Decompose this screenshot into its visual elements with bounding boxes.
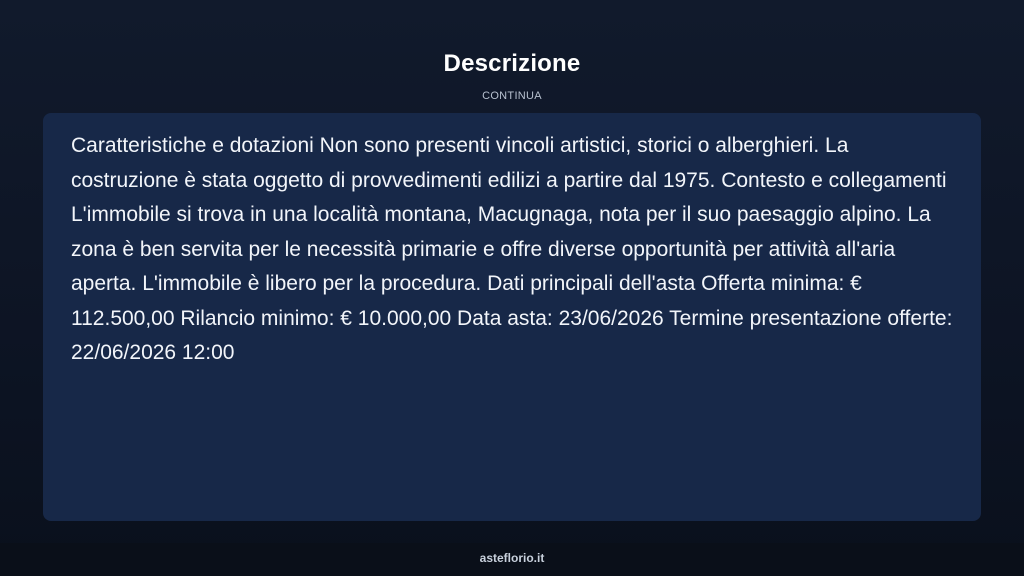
description-panel [43,113,981,521]
continua-label: CONTINUA [482,90,542,102]
description-text: Caratteristiche e dotazioni Non sono presenti vincoli artistici, storici o alberghieri. La costruzione è stata oggetto di provvedimenti edilizi a partire dal 1975. Contesto e collegamenti L'immobile si trova in una località montana, Macugnaga, nota per il suo paesaggio alpino. La zona è ben servita per le necessità primarie e offre diverse opportunità per attività all'aria aperta. L'immobile è libero per la procedura. Dati principali dell'asta Offerta minima: € 112.500,00 Rilancio minimo: € 10.000,00 Data asta: 23/06/2026 Termine presentazione offerte: 22/06/2026 12:00 [71,134,953,364]
footer-site: asteflorio.it [0,543,1024,576]
page-title: Descrizione [443,50,581,77]
